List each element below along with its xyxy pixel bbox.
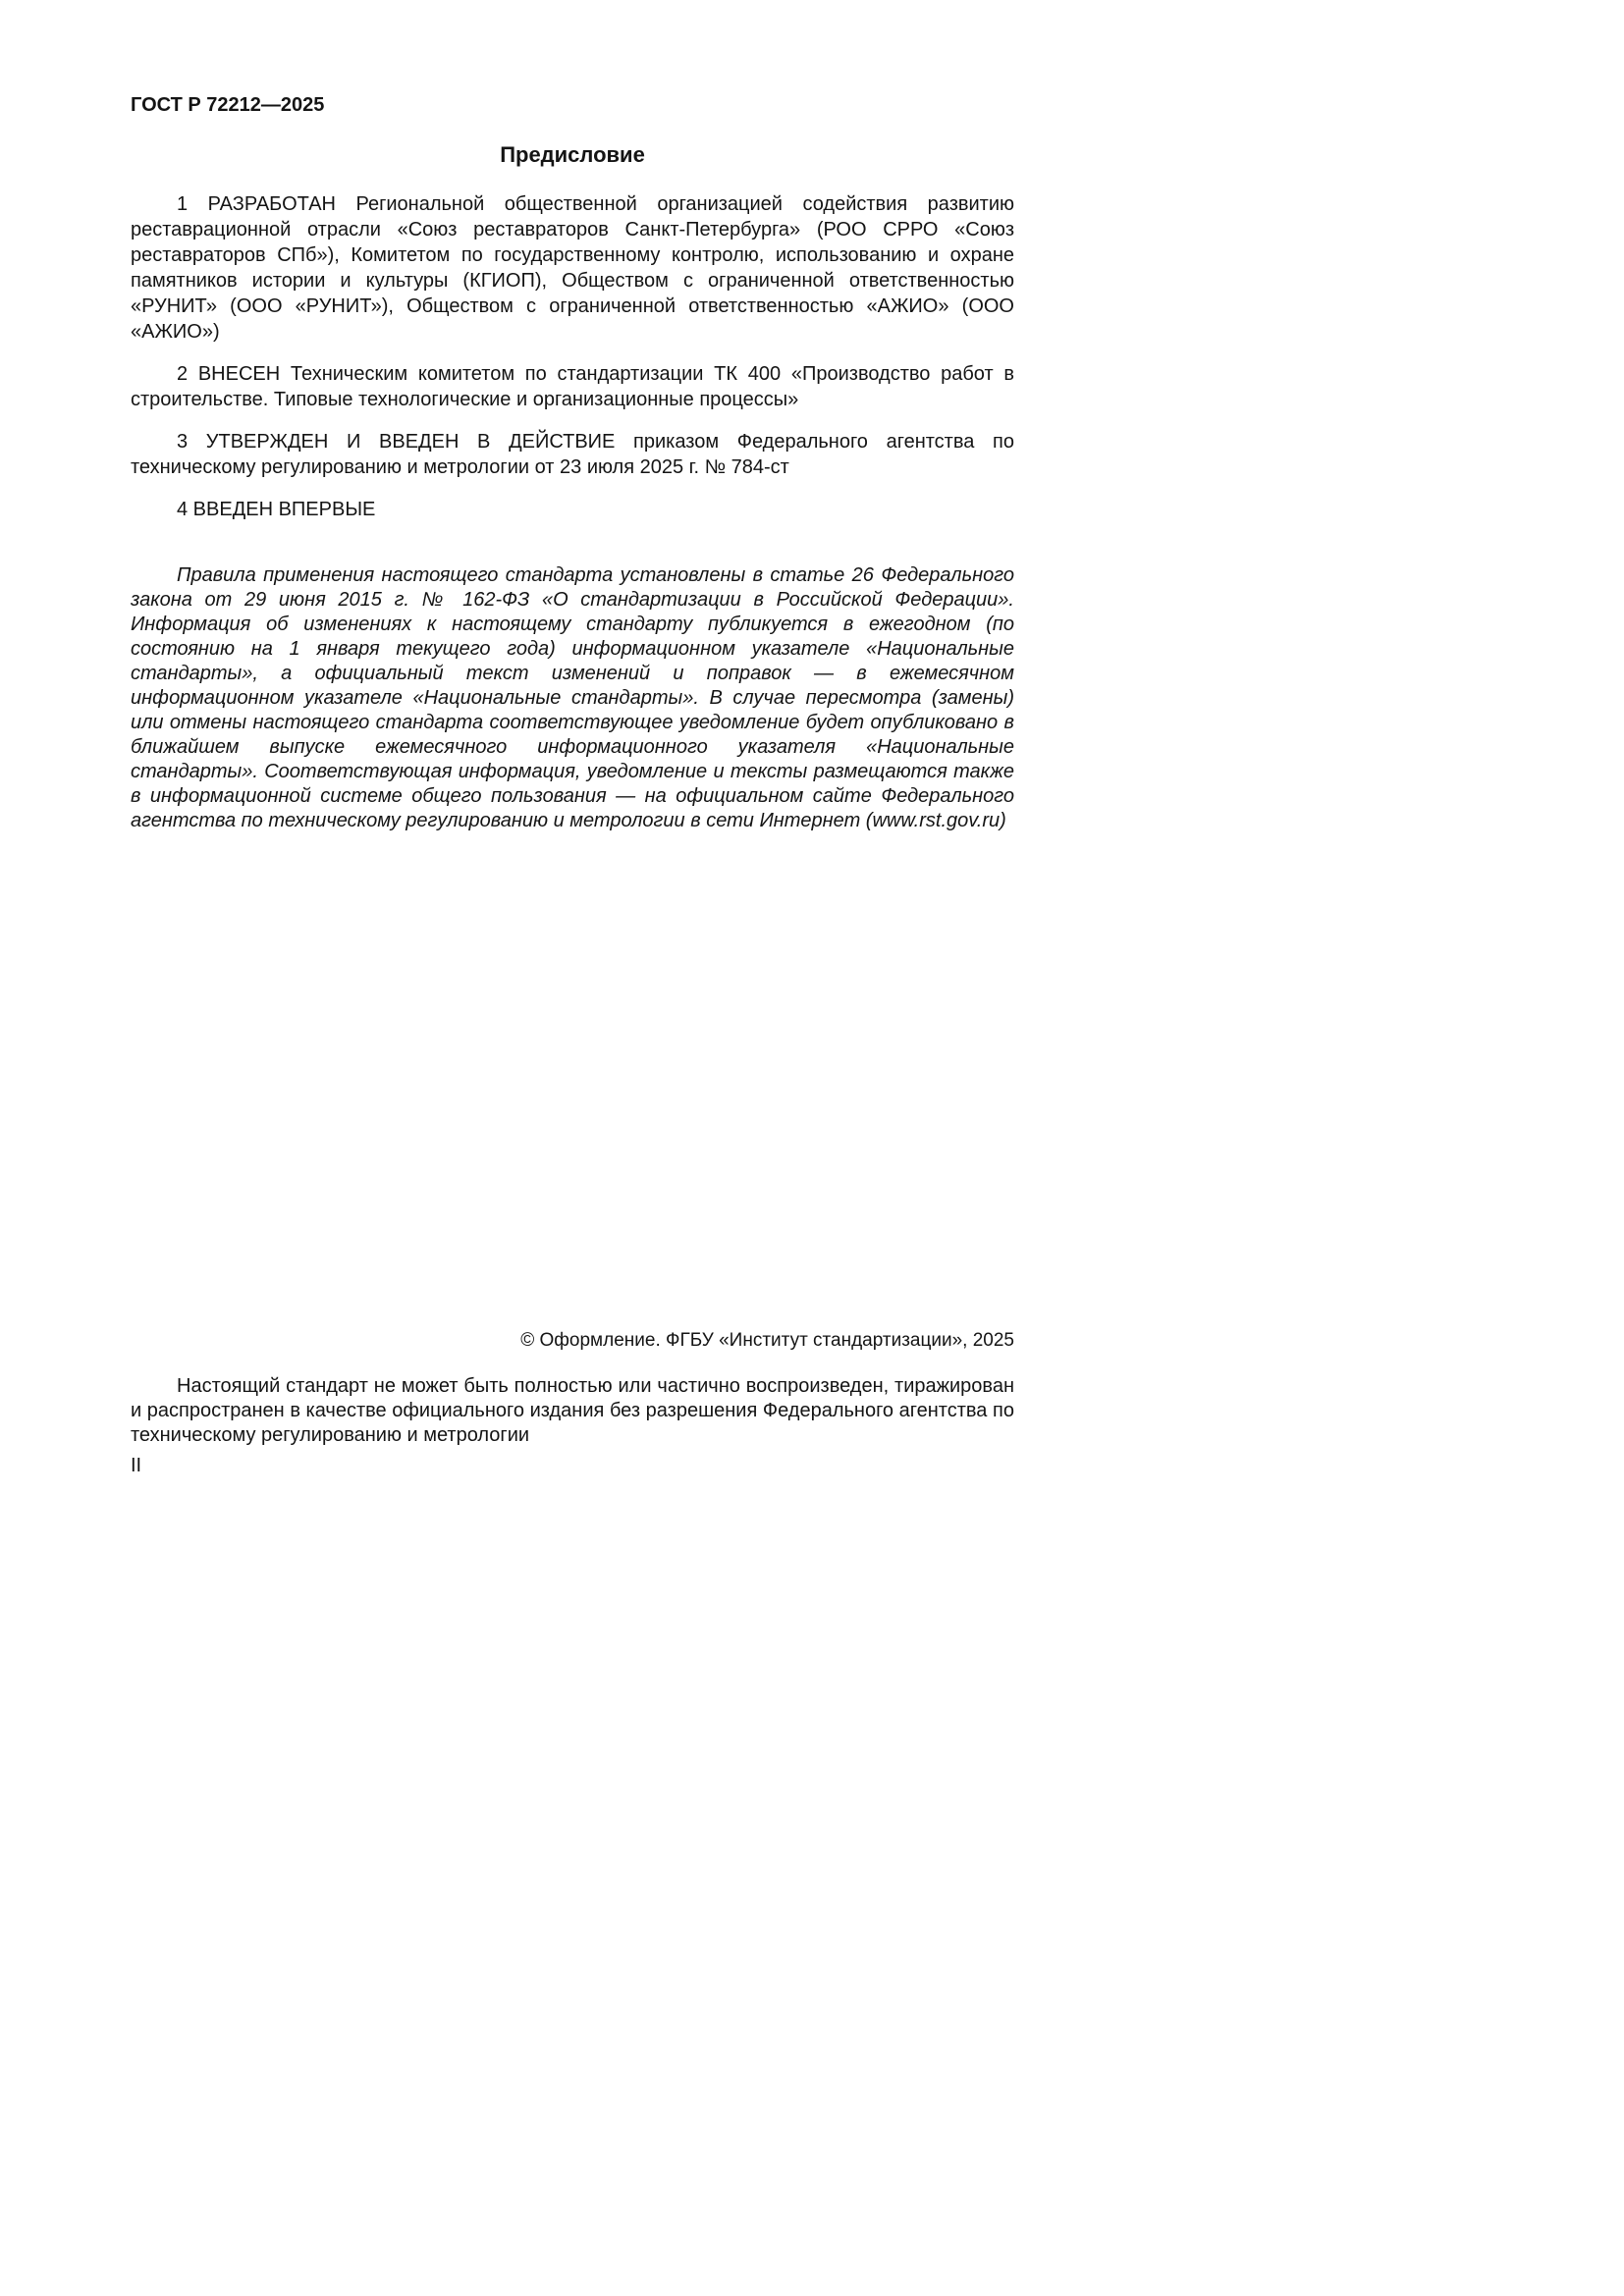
application-rules-note: Правила применения настоящего стандарта установлены в статье 26 Федерального закона от 29 июня 2015 г. № 162-ФЗ «О стандартизации в Российской Федерации». Информация об изменениях к настоящему стандарту публикуется в ежегодном (по состоянию на 1 января текущего года) информационном указателе «Национальные стандарты», а официальный текст изменений и поправок — в ежемесячном информационном указателе «Национальные стандарты». В случае пересмотра (замены) или отмены настоящего стандарта соответствующее уведомление будет опубликовано в ближайшем выпуске ежемесячного информационного указателя «Национальные стандарты». Соответствующая информация, уведомление и тексты размещаются также в информационной системе общего пользования — на официальном сайте Федерального агентства по техническому регулированию и метрологии в сети Интернет (www.rst.gov.ru)	[131, 564, 1014, 831]
reproduction-notice: Настоящий стандарт не может быть полностью или частично воспроизведен, тиражирован и распространен в качестве официального издания без разрешения Федерального агентства по техническому регулированию и метрологии	[131, 1375, 1014, 1446]
foreword-title: Предисловие	[500, 142, 645, 167]
page-number: II	[131, 1455, 142, 1476]
foreword-item-first-edition: 4 ВВЕДЕН ВПЕРВЫЕ	[177, 499, 376, 520]
copyright-line: © Оформление. ФГБУ «Институт стандартизации», 2025	[520, 1330, 1014, 1351]
content-column	[131, 93, 1014, 1477]
foreword-item-submitted: 2 ВНЕСЕН Техническим комитетом по стандартизации ТК 400 «Производство работ в строительстве. Типовые технологические и организационные процессы»	[131, 363, 1014, 410]
foreword-item-developed: 1 РАЗРАБОТАН Региональной общественной организацией содействия развитию реставрационной отрасли «Союз реставраторов Санкт-Петербурга» (РОО СРРО «Союз реставраторов СПб»), Комитетом по государственному контролю, использованию и охране памятников истории и культуры (КГИОП), Обществом с ограниченной ответственностью «РУНИТ» (ООО «РУНИТ»), Обществом с ограниченной ответственностью «АЖИО» (ООО «АЖИО»)	[131, 193, 1014, 343]
standard-number: ГОСТ Р 72212—2025	[131, 94, 325, 116]
foreword-item-approved: 3 УТВЕРЖДЕН И ВВЕДЕН В ДЕЙСТВИЕ приказом Федерального агентства по техническому регулированию и метрологии от 23 июля 2025 г. № 784-ст	[131, 431, 1014, 478]
